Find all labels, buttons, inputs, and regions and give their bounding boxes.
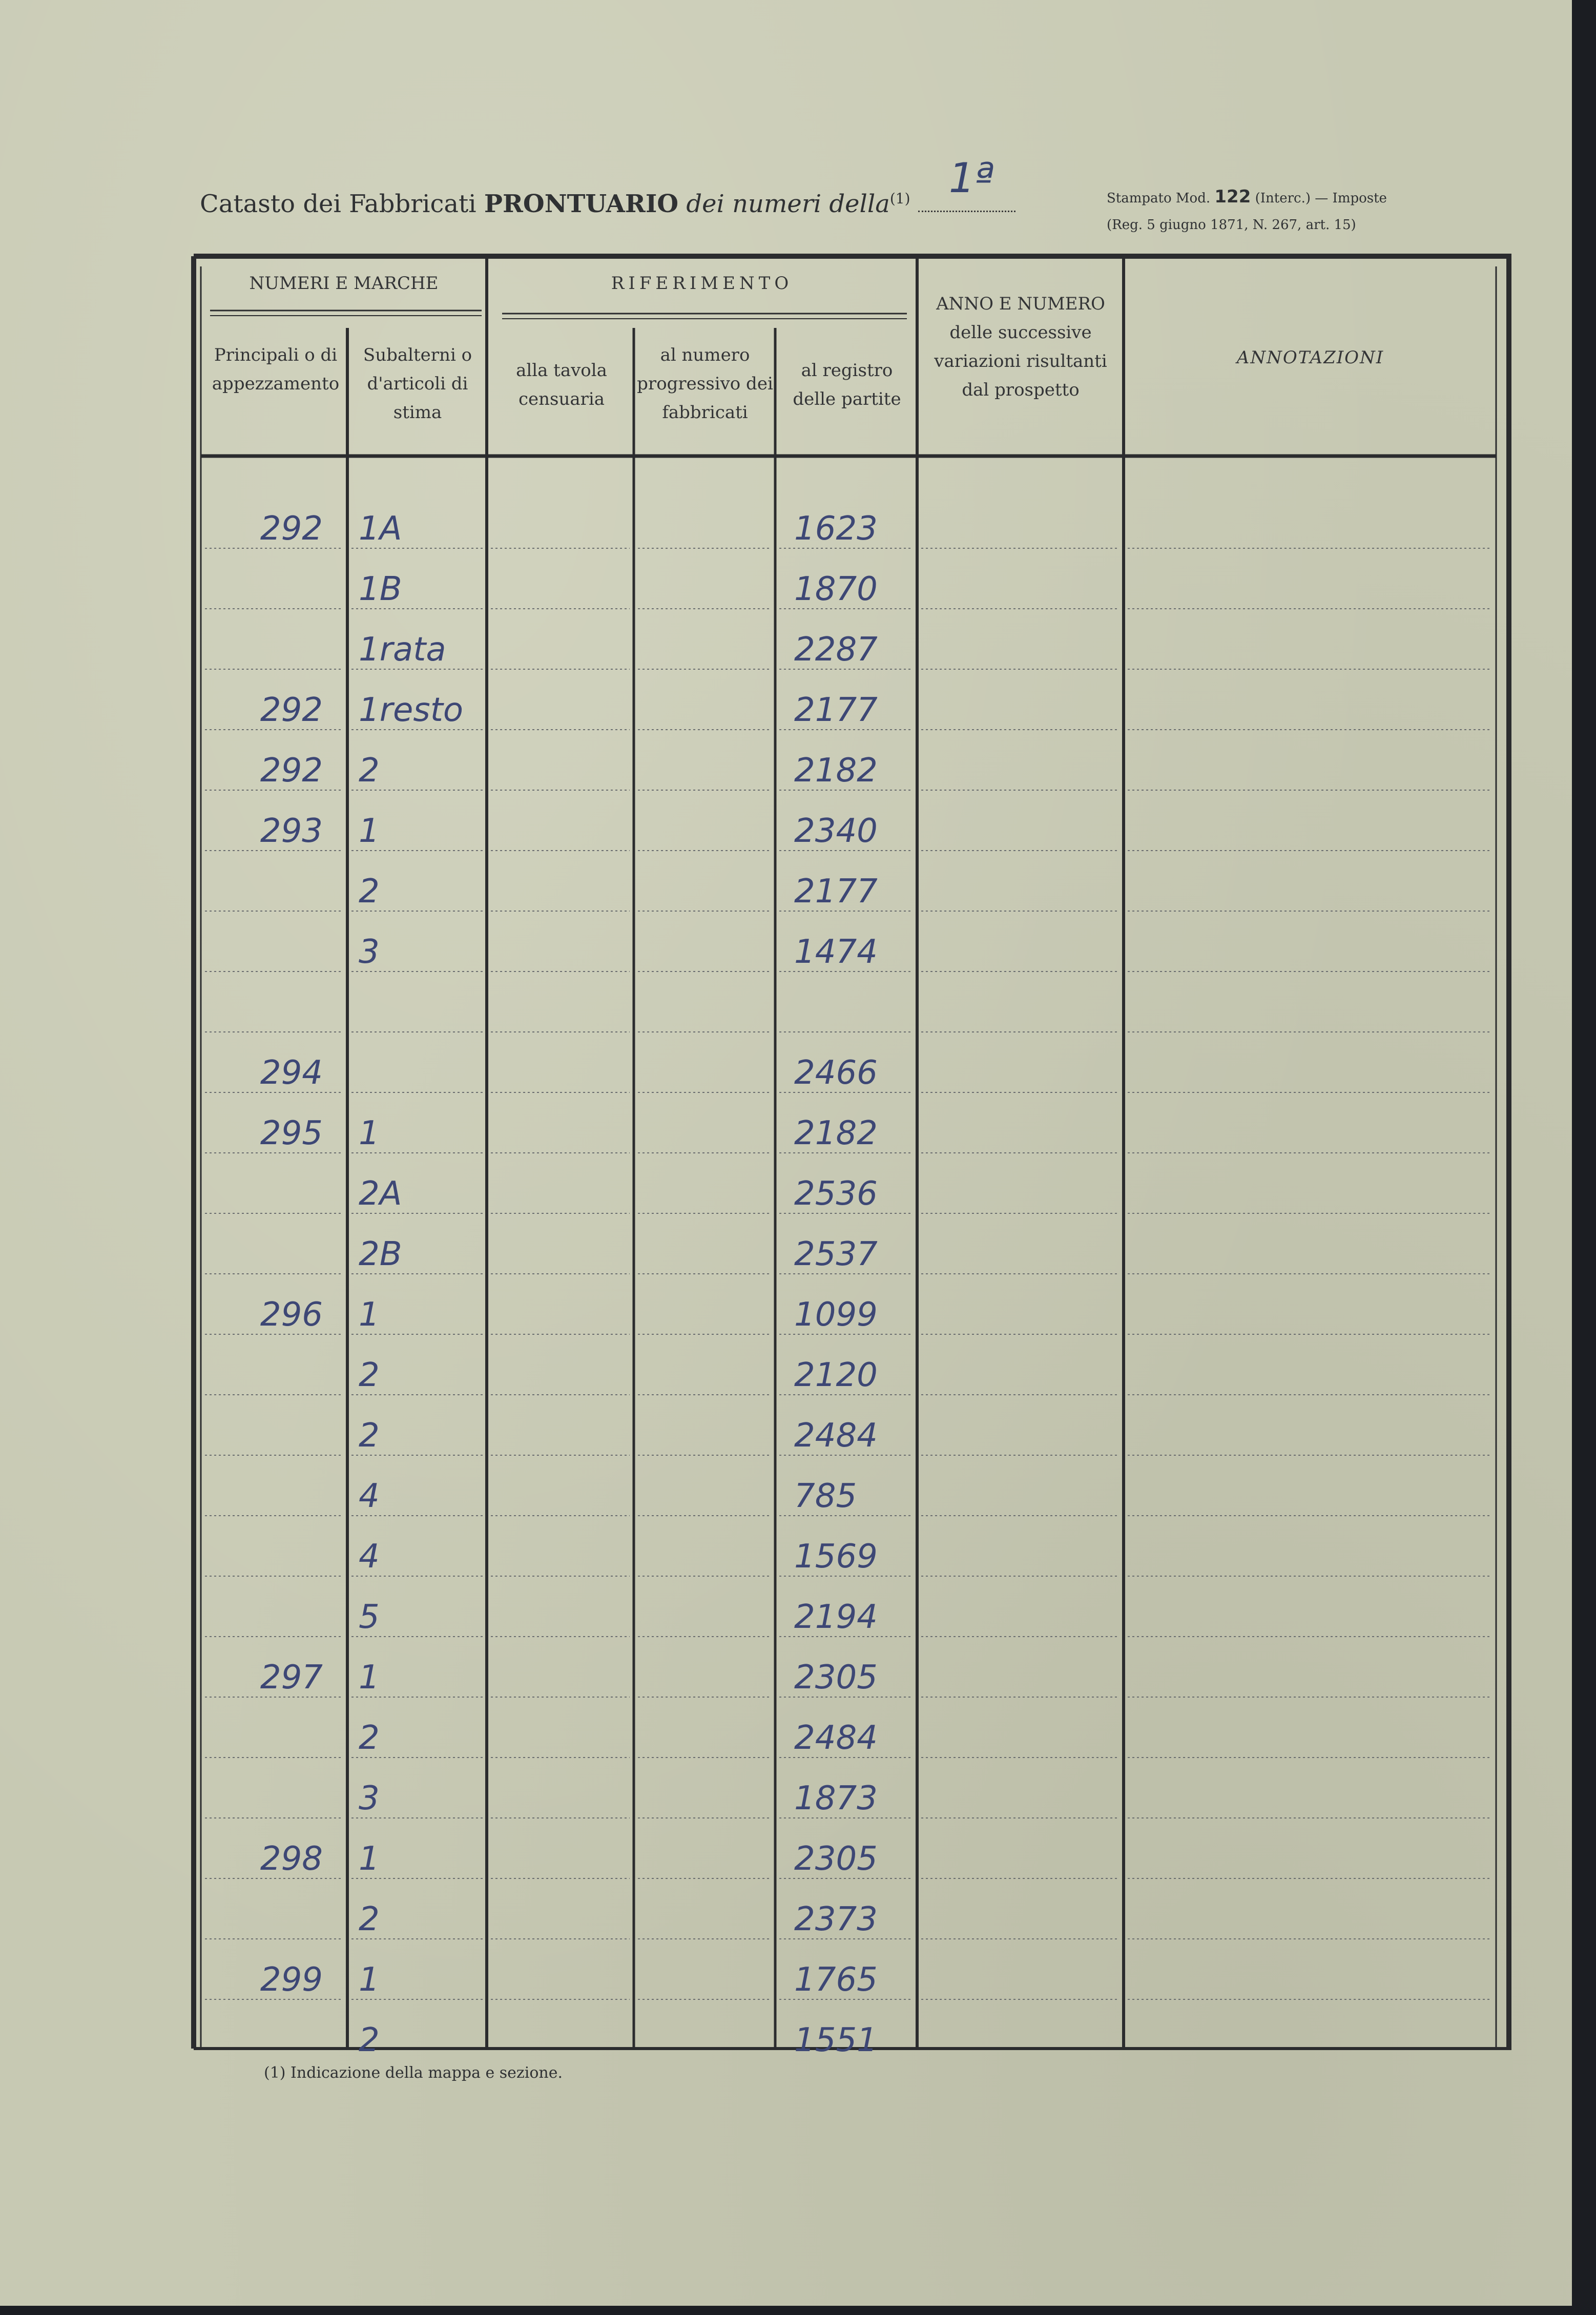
registro-number: 1474 [794, 933, 878, 971]
footnote: (1) Indicazione della mappa e sezione. [264, 2064, 563, 2082]
title-note-mark: (1) [889, 190, 910, 207]
registro-number: 1873 [794, 1780, 878, 1817]
subalterno-number: 2 [359, 1417, 380, 1455]
registro-number: 1765 [794, 1961, 878, 1999]
header-principali: Principali o di appezzamento [212, 345, 340, 394]
subalterno-number: 5 [359, 1598, 380, 1636]
subalterno-number: 1B [359, 570, 402, 608]
title-bold: PRONTUARIO [484, 190, 679, 218]
registro-number: 2182 [794, 1114, 878, 1152]
subalterno-number: 1 [359, 1114, 380, 1152]
subalterno-number: 4 [359, 1477, 380, 1515]
principal-number: 299 [260, 1961, 323, 1999]
subalterno-number: 1 [359, 1961, 380, 1999]
header-registro: al registro delle partite [793, 360, 901, 409]
registro-number: 1569 [794, 1538, 878, 1576]
subalterno-number: 1A [359, 510, 402, 548]
principal-number: 297 [260, 1659, 323, 1697]
registro-number: 785 [794, 1477, 857, 1515]
subalterno-number: 1rata [359, 631, 446, 669]
principal-number: 295 [260, 1114, 323, 1152]
subalterno-number: 2A [359, 1175, 402, 1213]
principal-number: 292 [260, 752, 323, 790]
subalterno-number: 2 [359, 1719, 380, 1757]
registro-number: 1551 [794, 2021, 878, 2059]
registro-number: 2484 [794, 1719, 878, 1757]
registro-number: 2182 [794, 752, 878, 790]
stamp-text-a: Stampato Mod. [1107, 191, 1211, 206]
principal-number: 294 [260, 1054, 323, 1092]
registro-number: 2287 [794, 631, 878, 669]
principal-number: 298 [260, 1840, 323, 1878]
subalterno-number: 4 [359, 1538, 380, 1576]
subalterno-number: 2 [359, 873, 380, 911]
registro-number: 2340 [794, 812, 878, 850]
title-italic: dei numeri della [686, 190, 890, 218]
registro-number: 2536 [794, 1175, 878, 1213]
header-numero-progressivo: al numero progressivo dei fabbricati [637, 345, 773, 423]
subalterno-number: 1 [359, 1840, 380, 1878]
header-annotazioni: ANNOTAZIONI [1236, 347, 1384, 368]
subalterno-number: 2 [359, 2021, 380, 2059]
header-tavola: alla tavola censuaria [516, 360, 607, 409]
subalterno-number: 2B [359, 1235, 402, 1273]
registro-number: 2120 [794, 1356, 878, 1394]
registro-number: 1099 [794, 1296, 878, 1334]
registro-number: 2177 [794, 691, 878, 729]
registro-number: 2305 [794, 1659, 878, 1697]
subalterno-number: 1 [359, 1659, 380, 1697]
principal-number: 293 [260, 812, 323, 850]
header-anno-numero: ANNO E NUMERO delle successive variazioni risultanti dal prospetto [934, 294, 1107, 400]
subalterno-number: 2 [359, 752, 380, 790]
principal-number: 292 [260, 510, 323, 548]
handwritten-number: 1ª [948, 154, 994, 202]
subalterno-number: 2 [359, 1356, 380, 1394]
title-prefix: Catasto dei [200, 190, 341, 218]
title-mid: Fabbricati [349, 190, 476, 218]
stamp-model: 122 [1214, 187, 1251, 207]
registro-number: 2466 [794, 1054, 878, 1092]
subalterno-number: 2 [359, 1900, 380, 1938]
header-riferimento: RIFERIMENTO [611, 273, 793, 294]
stamp-line-2: (Reg. 5 giugno 1871, N. 267, art. 15) [1107, 217, 1356, 233]
subalterno-number: 1 [359, 812, 380, 850]
header-subalterni: Subalterni o d'articoli di stima [363, 345, 472, 423]
subalterno-number: 1 [359, 1296, 380, 1334]
registro-number: 2305 [794, 1840, 878, 1878]
principal-number: 296 [260, 1296, 323, 1334]
header-numeri-e-marche: NUMERI E MARCHE [249, 273, 439, 294]
registro-number: 2373 [794, 1900, 878, 1938]
subalterno-number: 3 [359, 1780, 380, 1817]
registro-number: 2194 [794, 1598, 878, 1636]
registro-number: 1623 [794, 510, 878, 548]
registro-number: 2484 [794, 1417, 878, 1455]
stamp-text-b: (Interc.) — Imposte [1255, 191, 1387, 206]
registro-number: 2537 [794, 1235, 878, 1273]
scan-border-right [1572, 0, 1596, 2315]
registro-number: 1870 [794, 570, 878, 608]
subalterno-number: 1resto [359, 691, 463, 729]
subalterno-number: 3 [359, 933, 380, 971]
principal-number: 292 [260, 691, 323, 729]
registro-number: 2177 [794, 873, 878, 911]
